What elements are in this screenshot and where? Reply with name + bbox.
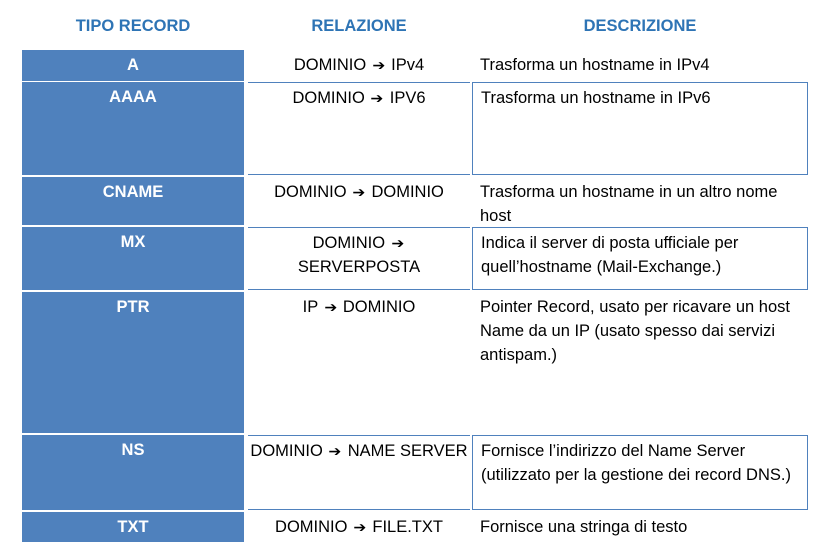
relation-source: DOMINIO: [293, 56, 367, 74]
relation-target: DOMINIO: [371, 183, 444, 201]
relation-target: SERVERPOSTA: [297, 258, 421, 276]
record-type: CNAME: [22, 177, 244, 225]
relation-source: DOMINIO: [250, 442, 323, 460]
relation-target: IPV6: [389, 89, 426, 107]
record-type: A: [22, 50, 244, 81]
table-row: [0, 177, 830, 225]
record-relation: [248, 435, 470, 510]
table-row: [0, 512, 830, 542]
record-relation: [248, 50, 470, 81]
relation-target: NAME SERVER: [347, 442, 468, 460]
arrow-right-icon: ➔: [353, 519, 367, 535]
record-type: TXT: [22, 512, 244, 542]
table-row: [0, 292, 830, 433]
record-description: Fornisce l’indirizzo del Name Server (utilizzato per la gestione dei record DNS.): [472, 435, 808, 510]
record-type: MX: [22, 227, 244, 290]
relation-source: IP: [302, 298, 318, 316]
arrow-right-icon: ➔: [352, 184, 366, 200]
relation-source: DOMINIO: [274, 183, 347, 201]
record-description: Trasforma un hostname in un altro nome host: [480, 183, 778, 225]
header-descrizione: DESCRIZIONE: [583, 17, 697, 35]
header-relazione: RELAZIONE: [311, 17, 407, 35]
record-relation: [248, 177, 470, 225]
table-row: [0, 435, 830, 510]
record-type: AAAA: [22, 82, 244, 175]
table-row: [0, 227, 830, 290]
relation-source: DOMINIO: [292, 89, 365, 107]
record-relation: [248, 227, 470, 290]
record-type: NS: [22, 435, 244, 510]
relation-source: DOMINIO: [312, 234, 386, 252]
arrow-right-icon: ➔: [391, 235, 404, 251]
relation-source: DOMINIO: [275, 518, 348, 536]
record-description: Trasforma un hostname in IPv4: [480, 56, 710, 74]
relation-target: FILE.TXT: [372, 518, 443, 536]
record-description: Fornisce una stringa di testo: [480, 518, 688, 536]
record-type: PTR: [22, 292, 244, 433]
arrow-right-icon: ➔: [328, 443, 342, 459]
relation-target: IPv4: [391, 56, 425, 74]
header-tipo-record: TIPO RECORD: [75, 17, 191, 35]
relation-target: DOMINIO: [342, 298, 416, 316]
table-row: [0, 50, 830, 81]
arrow-right-icon: ➔: [323, 299, 337, 315]
record-relation: [248, 512, 470, 542]
record-description: Pointer Record, usato per ricavare un host Name da un IP (usato spesso dai servizi antispam.): [480, 298, 790, 364]
record-description: Trasforma un hostname in IPv6: [472, 82, 808, 175]
record-relation: [248, 82, 470, 175]
table-row: [0, 82, 830, 175]
record-description: Indica il server di posta ufficiale per quell’hostname (Mail-Exchange.): [472, 227, 808, 290]
arrow-right-icon: ➔: [370, 90, 384, 106]
record-relation: [248, 292, 470, 433]
arrow-right-icon: ➔: [372, 57, 386, 73]
